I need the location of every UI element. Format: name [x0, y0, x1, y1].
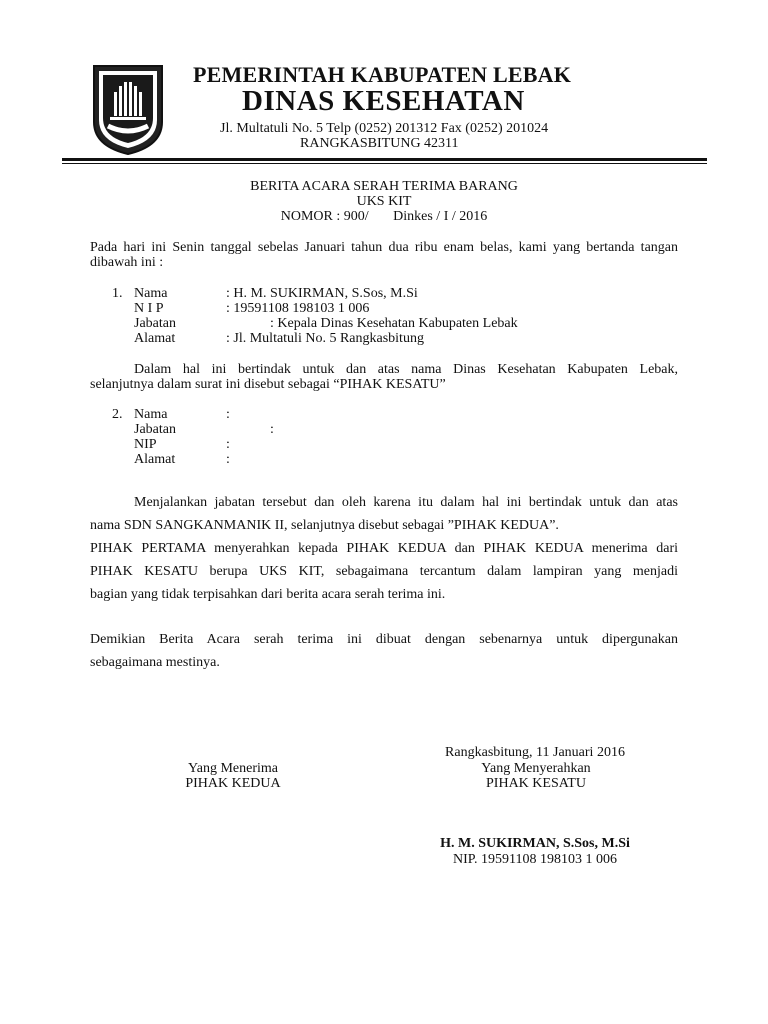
- party-2-position-label: Jabatan: [134, 422, 176, 437]
- body-line-5: bagian yang tidak terpisahkan dari berita acara serah terima ini.: [90, 587, 446, 602]
- party-2-number: 2.: [112, 407, 123, 422]
- letterhead-divider-thick: [62, 158, 707, 161]
- letterhead-divider-thin: [62, 163, 707, 164]
- body-line-3: PIHAK PERTAMA menyerahkan kepada PIHAK KEDUA dan PIHAK KEDUA menerima dari: [90, 541, 678, 556]
- letterhead-address: Jl. Multatuli No. 5 Telp (0252) 201312 Fax (0252) 201024: [220, 121, 549, 136]
- intro-line-1: Pada hari ini Senin tanggal sebelas Januari tahun dua ribu enam belas, kami yang bertanda tangan: [90, 240, 678, 255]
- party-1-address-value: : Jl. Multatuli No. 5 Rangkasbitung: [226, 331, 424, 346]
- party-2-address-value: :: [226, 452, 230, 467]
- party-1-nip-value: : 19591108 198103 1 006: [226, 301, 370, 316]
- party-2-position-value: :: [270, 422, 274, 437]
- body-line-2: nama SDN SANGKANMANIK II, selanjutnya disebut sebagai ”PIHAK KEDUA”.: [90, 518, 559, 533]
- party-1-nip-label: N I P: [134, 301, 164, 316]
- party-1-paragraph-line-2: selanjutnya dalam surat ini disebut sebagai “PIHAK KESATU”: [90, 377, 446, 392]
- letterhead-city: RANGKASBITUNG 42311: [300, 136, 459, 151]
- closing-line-2: sebagaimana mestinya.: [90, 655, 220, 670]
- signature-left-party: PIHAK KEDUA: [185, 776, 281, 791]
- document-subject: UKS KIT: [356, 194, 412, 209]
- body-line-1: Menjalankan jabatan tersebut dan oleh karena itu dalam hal ini bertindak untuk dan atas: [134, 495, 678, 510]
- party-1-name-value: : H. M. SUKIRMAN, S.Sos, M.Si: [226, 286, 418, 301]
- body-line-4: PIHAK KESATU berupa UKS KIT, sebagaimana tercantum dalam lampiran yang menjadi: [90, 564, 678, 579]
- party-1-number: 1.: [112, 286, 123, 301]
- party-2-address-label: Alamat: [134, 452, 176, 467]
- signature-right-party: PIHAK KESATU: [486, 776, 586, 791]
- party-1-position-value: : Kepala Dinas Kesehatan Kabupaten Lebak: [270, 316, 518, 331]
- signature-place-date: Rangkasbitung, 11 Januari 2016: [445, 745, 625, 760]
- party-2-name-value: :: [226, 407, 230, 422]
- party-2-name-label: Nama: [134, 407, 168, 422]
- signature-right-name: H. M. SUKIRMAN, S.Sos, M.Si: [440, 836, 630, 851]
- document-title: BERITA ACARA SERAH TERIMA BARANG: [250, 179, 518, 194]
- letterhead-agency-name: DINAS KESEHATAN: [242, 85, 525, 117]
- closing-line-1: Demikian Berita Acara serah terima ini dibuat dengan sebenarnya untuk dipergunakan: [90, 632, 678, 647]
- lebak-regency-emblem: [90, 62, 166, 156]
- party-1-paragraph-line-1: Dalam hal ini bertindak untuk dan atas nama Dinas Kesehatan Kabupaten Lebak,: [134, 362, 678, 377]
- party-1-position-label: Jabatan: [134, 316, 176, 331]
- party-1-address-label: Alamat: [134, 331, 176, 346]
- party-2-nip-value: :: [226, 437, 230, 452]
- signature-right-role: Yang Menyerahkan: [481, 761, 591, 776]
- document-number: NOMOR : 900/ Dinkes / I / 2016: [280, 209, 488, 224]
- letterhead-government-name: PEMERINTAH KABUPATEN LEBAK: [193, 62, 572, 87]
- intro-line-2: dibawah ini :: [90, 255, 164, 270]
- signature-left-role: Yang Menerima: [188, 761, 278, 776]
- party-1-name-label: Nama: [134, 286, 168, 301]
- party-2-nip-label: NIP: [134, 437, 157, 452]
- signature-right-nip: NIP. 19591108 198103 1 006: [453, 852, 617, 867]
